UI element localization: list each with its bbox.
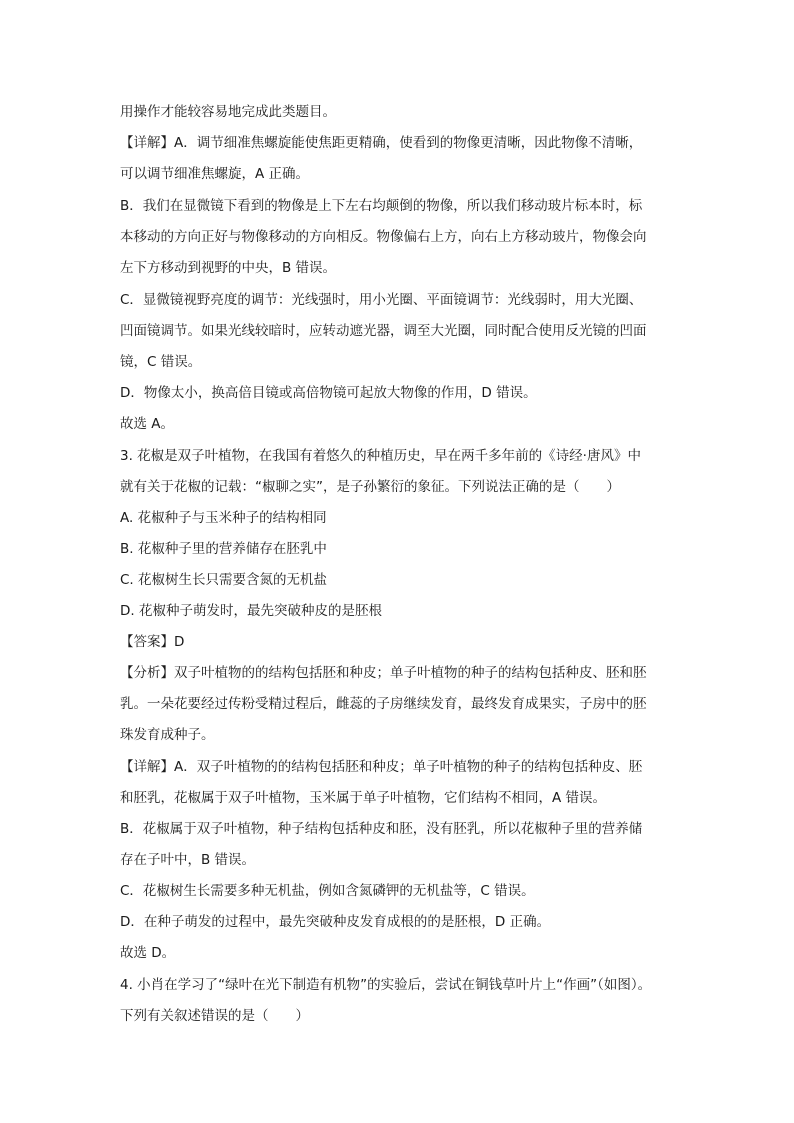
text-line-1: 用操作才能较容易地完成此类题目。 xyxy=(120,104,336,120)
detail-line-7: 凹面镜调节。如果光线较暗时，应转动遮光器，调至大光圈，同时配合使用反光镜的凹面 xyxy=(120,323,647,339)
detail-line-4: 本移动的方向正好与物像移动的方向相反。物像偏右上方，向右上方移动玻片，物像会向 xyxy=(120,229,647,245)
detail-line-1: 【详解】A．调节细准焦螺旋能使焦距更精确，使看到的物像更清晰，因此物像不清晰， xyxy=(120,135,643,151)
detail3-line-6: D．在种子萌发的过程中，最先突破种皮发育成根的的是胚根，D 正确。 xyxy=(120,914,551,930)
detail3-line-2: 和胚乳，花椒属于双子叶植物，玉米属于单子叶植物，它们结构不相同，A 错误。 xyxy=(120,790,607,806)
detail-line-9: D．物像太小，换高倍目镜或高倍物镜可起放大物像的作用，D 错误。 xyxy=(120,385,537,401)
detail-line-5: 左下方移动到视野的中央，B 错误。 xyxy=(120,260,337,276)
choice-line-q3: 故选 D。 xyxy=(120,945,176,961)
question-4-line-1: 4. 小肖在学习了“绿叶在光下制造有机物”的实验后，尝试在铜钱草叶片上“作画”（如图）。 xyxy=(120,977,652,993)
option-c: C. 花椒树生长只需要含氮的无机盐 xyxy=(120,572,328,588)
analysis-line-2: 乳。一朵花要经过传粉受精过程后，雌蕊的子房继续发育，最终发育成果实，子房中的胚 xyxy=(120,696,647,712)
detail-line-3: B．我们在显微镜下看到的物像是上下左右均颠倒的物像，所以我们移动玻片标本时，标 xyxy=(120,198,643,214)
choice-line-q2: 故选 A。 xyxy=(120,416,175,432)
question-3-line-2: 就有关于花椒的记载：“椒聊之实”，是子孙繁衍的象征。下列说法正确的是（ ） xyxy=(120,479,620,495)
detail3-line-4: 存在子叶中，B 错误。 xyxy=(120,852,256,868)
detail-line-2: 可以调节细准焦螺旋，A 正确。 xyxy=(120,166,310,182)
detail3-line-3: B．花椒属于双子叶植物，种子结构包括种皮和胚，没有胚乳，所以花椒种子里的营养储 xyxy=(120,821,643,837)
analysis-line-1: 【分析】双子叶植物的的结构包括胚和种皮；单子叶植物的种子的结构包括种皮、胚和胚 xyxy=(120,665,647,681)
option-a: A. 花椒种子与玉米种子的结构相同 xyxy=(120,510,327,526)
detail-line-8: 镜，C 错误。 xyxy=(120,354,202,370)
detail3-line-1: 【详解】A．双子叶植物的的结构包括胚和种皮；单子叶植物的种子的结构包括种皮、胚 xyxy=(120,759,643,775)
option-d: D. 花椒种子萌发时，最先突破种皮的是胚根 xyxy=(120,603,382,619)
detail-line-6: C．显微镜视野亮度的调节：光线强时，用小光圈、平面镜调节：光线弱时，用大光圈、 xyxy=(120,292,643,308)
question-4-line-2: 下列有关叙述错误的是（ ） xyxy=(120,1008,309,1024)
option-b: B. 花椒种子里的营养储存在胚乳中 xyxy=(120,541,327,557)
detail3-line-5: C．花椒树生长需要多种无机盐，例如含氮磷钾的无机盐等，C 错误。 xyxy=(120,883,535,899)
answer-line: 【答案】D xyxy=(120,634,185,650)
question-3-line-1: 3. 花椒是双子叶植物，在我国有着悠久的种植历史，早在两千多年前的《诗经·唐风》中 xyxy=(120,448,641,464)
analysis-line-3: 珠发育成种子。 xyxy=(120,727,215,743)
